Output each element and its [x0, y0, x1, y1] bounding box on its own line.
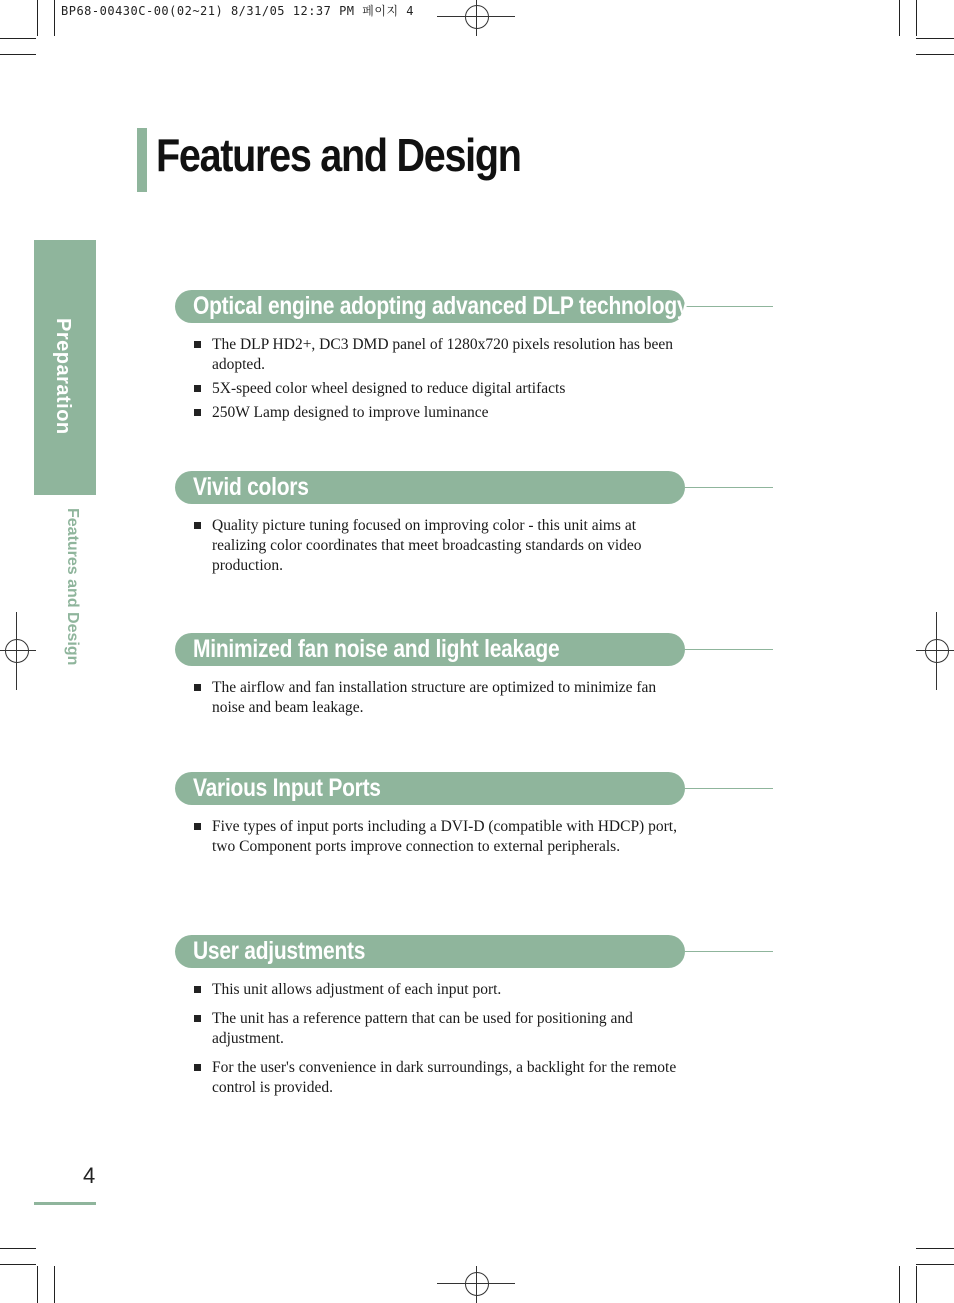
section-heading: Minimized fan noise and light leakage [193, 635, 560, 663]
crop-mark [916, 38, 954, 39]
bullet-item: 5X-speed color wheel designed to reduce digital artifacts [193, 379, 688, 399]
heading-rule [685, 951, 773, 952]
crop-mark [0, 38, 36, 39]
section-optical-engine [175, 290, 775, 427]
bullet-item: Quality picture tuning focused on improving color - this unit aims at realizing color coordinates that meet broadcasting standards on video production. [193, 516, 688, 576]
section-heading-bar [175, 290, 775, 323]
section-vivid-colors [175, 471, 775, 580]
crop-mark [916, 0, 917, 36]
heading-rule [685, 788, 773, 789]
crop-mark [916, 1248, 954, 1249]
heading-rule [685, 306, 773, 307]
heading-rule [685, 487, 773, 488]
chapter-sublabel: Features and Design [64, 508, 81, 666]
section-user-adjustments [175, 935, 775, 1107]
crop-mark [37, 1266, 38, 1303]
crop-mark [916, 1264, 954, 1265]
crop-mark [899, 0, 900, 36]
bullet-item: For the user's convenience in dark surroundings, a backlight for the remote control is provided. [193, 1058, 688, 1098]
crop-mark [0, 1248, 36, 1249]
bullet-item: The DLP HD2+, DC3 DMD panel of 1280x720 pixels resolution has been adopted. [193, 335, 688, 375]
bullet-list [193, 980, 688, 1098]
crop-mark [0, 1264, 36, 1265]
section-fan-noise [175, 633, 775, 722]
bullet-list [193, 516, 688, 576]
crop-mark [37, 0, 38, 36]
section-heading-bar [175, 935, 775, 968]
section-heading-bar [175, 471, 775, 504]
bullet-item: 250W Lamp designed to improve luminance [193, 403, 688, 423]
bullet-item: Five types of input ports including a DVI-D (compatible with HDCP) port, two Component ports improve connection to external peripherals. [193, 817, 688, 857]
section-heading-bar [175, 633, 775, 666]
heading-rule [685, 649, 773, 650]
section-heading: User adjustments [193, 937, 366, 965]
section-heading: Various Input Ports [193, 774, 381, 802]
bullet-list [193, 678, 688, 718]
page-title: Features and Design [156, 129, 521, 181]
crop-mark [54, 0, 55, 36]
bullet-list [193, 335, 688, 423]
page-number-rule [34, 1202, 96, 1205]
crop-mark [916, 1266, 917, 1303]
bullet-item: This unit allows adjustment of each input port. [193, 980, 688, 1000]
bullet-item: The unit has a reference pattern that can be used for positioning and adjustment. [193, 1009, 688, 1049]
crop-mark [899, 1266, 900, 1303]
section-heading: Vivid colors [193, 473, 309, 501]
bullet-list [193, 817, 688, 857]
section-heading-bar [175, 772, 775, 805]
section-input-ports [175, 772, 775, 861]
bullet-item: The airflow and fan installation structure are optimized to minimize fan noise and beam leakage. [193, 678, 688, 718]
print-header: BP68-00430C-00(02~21) 8/31/05 12:37 PM 페이지 4 [61, 4, 414, 18]
crop-mark [54, 1266, 55, 1303]
crop-mark [916, 54, 954, 55]
title-accent-bar [137, 128, 147, 192]
crop-mark [0, 54, 36, 55]
section-heading: Optical engine adopting advanced DLP technology [193, 292, 689, 320]
chapter-tab-label: Preparation [52, 318, 74, 435]
page-number: 4 [83, 1163, 96, 1188]
